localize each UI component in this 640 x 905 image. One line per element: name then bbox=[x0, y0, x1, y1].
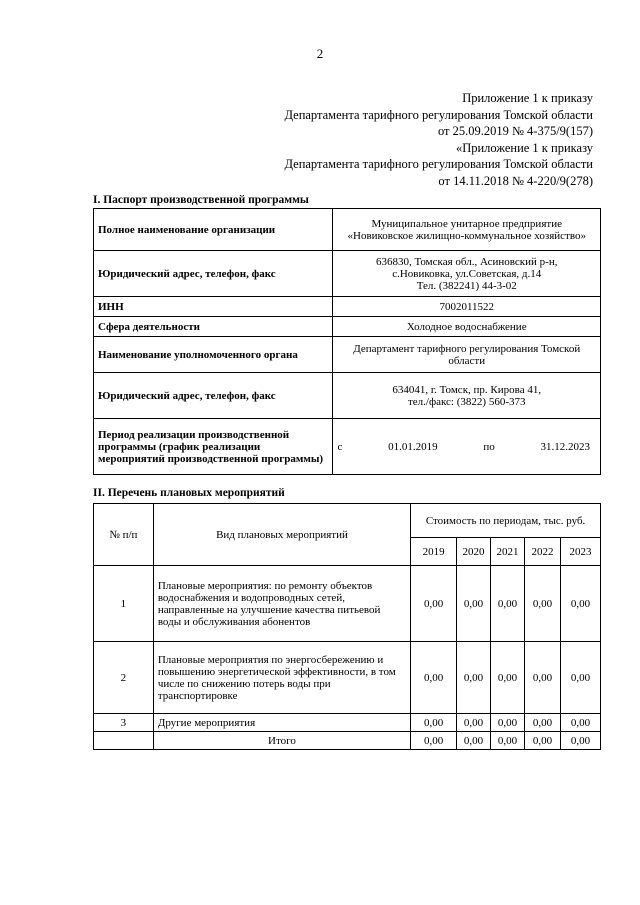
row-value: 7002011522 bbox=[333, 297, 601, 317]
total-row bbox=[94, 732, 601, 750]
appendix-header bbox=[284, 90, 593, 189]
table-row bbox=[94, 317, 601, 337]
row-value: 0,00 bbox=[525, 714, 561, 732]
period-label: Период реализации производственной программы (график реализации мероприятий производственной программы) bbox=[94, 419, 333, 475]
row-value: 0,00 bbox=[560, 566, 600, 642]
measures-table bbox=[93, 503, 601, 750]
year-header: 2020 bbox=[457, 538, 491, 566]
total-value: 0,00 bbox=[457, 732, 491, 750]
col-cost-header: Стоимость по периодам, тыс. руб. bbox=[411, 504, 601, 538]
table-row bbox=[94, 373, 601, 419]
row-label: Наименование уполномоченного органа bbox=[94, 337, 333, 373]
row-value: 0,00 bbox=[411, 714, 457, 732]
header-line: «Приложение 1 к приказу bbox=[455, 140, 593, 155]
col-kind-header: Вид плановых мероприятий bbox=[153, 504, 410, 566]
header-line: Приложение 1 к приказу bbox=[462, 91, 593, 105]
row-value: 0,00 bbox=[525, 642, 561, 714]
table-row bbox=[94, 642, 601, 714]
header-line: Департамента тарифного регулирования Томской области bbox=[284, 157, 593, 171]
row-value: 0,00 bbox=[525, 566, 561, 642]
table-row bbox=[94, 337, 601, 373]
row-value: 0,00 bbox=[457, 714, 491, 732]
row-value: 0,00 bbox=[457, 642, 491, 714]
table-row bbox=[94, 209, 601, 251]
row-value: 634041, г. Томск, пр. Кирова 41, тел./факс: (3822) 560-373 bbox=[333, 373, 601, 419]
row-value: 0,00 bbox=[491, 714, 525, 732]
row-num: 2 bbox=[94, 642, 154, 714]
row-label: Полное наименование организации bbox=[94, 209, 333, 251]
row-kind: Другие мероприятия bbox=[153, 714, 410, 732]
row-value: 0,00 bbox=[491, 642, 525, 714]
total-label: Итого bbox=[153, 732, 410, 750]
row-label: ИНН bbox=[94, 297, 333, 317]
row-label: Юридический адрес, телефон, факс bbox=[94, 251, 333, 297]
row-value: Департамент тарифного регулирования Томской области bbox=[333, 337, 601, 373]
row-kind: Плановые мероприятия по энергосбережению и повышению энергетической эффективности, в том числе по снижению потерь воды при транспортировке bbox=[153, 642, 410, 714]
table-row bbox=[94, 714, 601, 732]
row-value: 0,00 bbox=[411, 642, 457, 714]
row-value: 0,00 bbox=[560, 642, 600, 714]
table-row bbox=[94, 297, 601, 317]
header-line: от 14.11.2018 № 4-220/9(278) bbox=[438, 173, 593, 188]
row-kind: Плановые мероприятия: по ремонту объектов водоснабжения и водопроводных сетей, направленные на улучшение качества питьевой воды и обслуживания абонентов bbox=[153, 566, 410, 642]
table-header-row bbox=[94, 504, 601, 538]
row-value: Холодное водоснабжение bbox=[333, 317, 601, 337]
table-row bbox=[94, 419, 601, 475]
year-header: 2022 bbox=[525, 538, 561, 566]
section2-title: II. Перечень плановых мероприятий bbox=[93, 487, 285, 499]
section1-title: I. Паспорт производственной программы bbox=[93, 194, 309, 206]
page-number: 2 bbox=[316, 46, 324, 61]
total-value: 0,00 bbox=[411, 732, 457, 750]
total-value: 0,00 bbox=[560, 732, 600, 750]
row-value: 0,00 bbox=[457, 566, 491, 642]
row-value: 0,00 bbox=[491, 566, 525, 642]
total-value: 0,00 bbox=[525, 732, 561, 750]
year-header: 2023 bbox=[560, 538, 600, 566]
row-num: 1 bbox=[94, 566, 154, 642]
col-num-header: № п/п bbox=[94, 504, 154, 566]
passport-table bbox=[93, 208, 601, 475]
row-value: 0,00 bbox=[560, 714, 600, 732]
row-num: 3 bbox=[94, 714, 154, 732]
table-row bbox=[94, 251, 601, 297]
row-value: 0,00 bbox=[411, 566, 457, 642]
total-value: 0,00 bbox=[491, 732, 525, 750]
period-value: с 01.01.2019 по 31.12.2023 bbox=[333, 419, 601, 475]
row-label: Юридический адрес, телефон, факс bbox=[94, 373, 333, 419]
year-header: 2021 bbox=[491, 538, 525, 566]
table-row bbox=[94, 566, 601, 642]
row-value: Муниципальное унитарное предприятие «Новиковское жилищно-коммунальное хозяйство» bbox=[333, 209, 601, 251]
row-label: Сфера деятельности bbox=[94, 317, 333, 337]
header-line: от 25.09.2019 № 4-375/9(157) bbox=[437, 124, 593, 138]
year-header: 2019 bbox=[411, 538, 457, 566]
row-value: 636830, Томская обл., Асиновский р-н, с.Новиковка, ул.Советская, д.14 Тел. (382241) 44-3-02 bbox=[333, 251, 601, 297]
header-line: Департамента тарифного регулирования Томской области bbox=[284, 107, 593, 122]
